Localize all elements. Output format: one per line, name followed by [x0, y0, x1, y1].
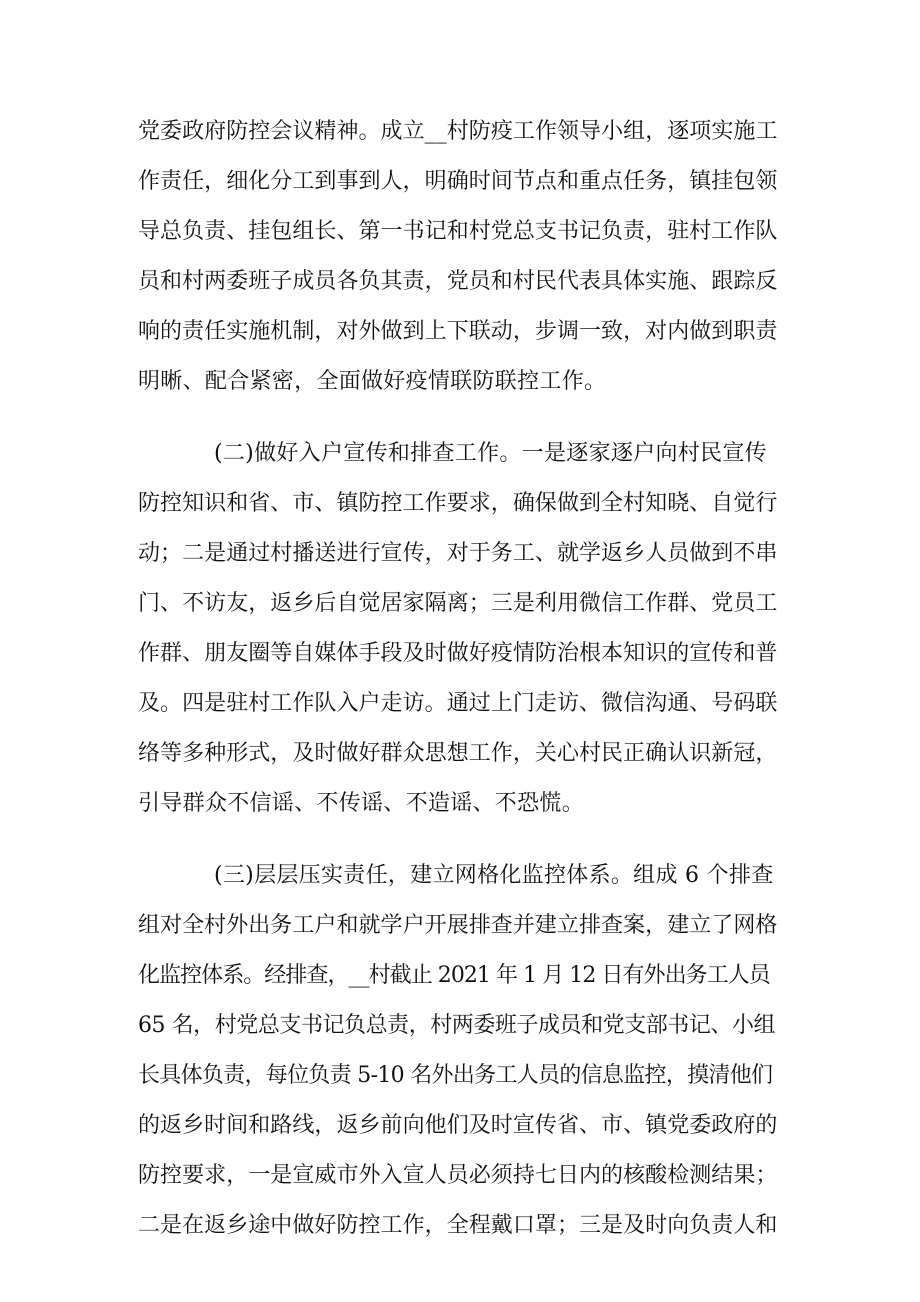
paragraph-3-line-4: 65 名，村党总支书记负总责，村两委班子成员和党支部书记、小组 — [138, 1013, 776, 1038]
paragraph-2-line-7: 络等多种形式，及时做好群众思想工作，关心村民正确认识新冠， — [138, 741, 778, 766]
paragraph-1-line-5: 响的责任实施机制，对外做到上下联动，步调一致，对内做到职责 — [138, 319, 778, 344]
paragraph-2-line-1: (二)做好入户宣传和排查工作。一是逐家逐户向村民宣传 — [214, 441, 767, 466]
paragraph-3-line-1: (三)层层压实责任，建立网格化监控体系。组成 6 个排查 — [214, 863, 774, 888]
paragraph-2-line-6: 及。四是驻村工作队入户走访。通过上门走访、微信沟通、号码联 — [138, 691, 778, 716]
paragraph-3-line-7: 防控要求，一是宣威市外入宣人员必须持七日内的核酸检测结果； — [138, 1163, 778, 1188]
paragraph-1-line-4: 员和村两委班子成员各负其责，党员和村民代表具体实施、跟踪反 — [138, 269, 778, 294]
paragraph-2-line-5: 作群、朋友圈等自媒体手段及时做好疫情防治根本知识的宣传和普 — [138, 641, 778, 666]
paragraph-3-line-2: 组对全村外出务工户和就学户开展排查并建立排查案，建立了网格 — [138, 913, 778, 938]
paragraph-1-line-3: 导总负责、挂包组长、第一书记和村党总支书记负责，驻村工作队 — [138, 219, 778, 244]
paragraph-2-line-2: 防控知识和省、市、镇防控工作要求，确保做到全村知晓、自觉行 — [138, 491, 778, 516]
paragraph-1-line-1: 党委政府防控会议精神。成立__村防疫工作领导小组，逐项实施工 — [138, 119, 778, 144]
paragraph-3-line-6: 的返乡时间和路线，返乡前向他们及时宣传省、市、镇党委政府的 — [138, 1113, 778, 1138]
paragraph-1-line-6: 明晰、配合紧密，全面做好疫情联防联控工作。 — [138, 369, 607, 394]
paragraph-2-line-4: 门、不访友，返乡后自觉居家隔离；三是利用微信工作群、党员工 — [138, 591, 778, 616]
paragraph-2-line-3: 动；二是通过村播送进行宣传，对于务工、就学返乡人员做到不串 — [138, 541, 778, 566]
paragraph-3-line-8: 二是在返乡途中做好防控工作，全程戴口罩；三是及时向负责人和 — [138, 1213, 778, 1238]
paragraph-3-line-3: 化监控体系。经排查，__村截止 2021 年 1 月 12 日有外出务工人员 — [138, 963, 770, 988]
paragraph-2-line-8: 引导群众不信谣、不传谣、不造谣、不恐慌。 — [138, 791, 585, 816]
paragraph-1-line-2: 作责任，细化分工到事到人，明确时间节点和重点任务，镇挂包领 — [138, 169, 778, 194]
paragraph-3-line-5: 长具体负责，每位负责 5-10 名外出务工人员的信息监控，摸清他们 — [138, 1063, 773, 1088]
